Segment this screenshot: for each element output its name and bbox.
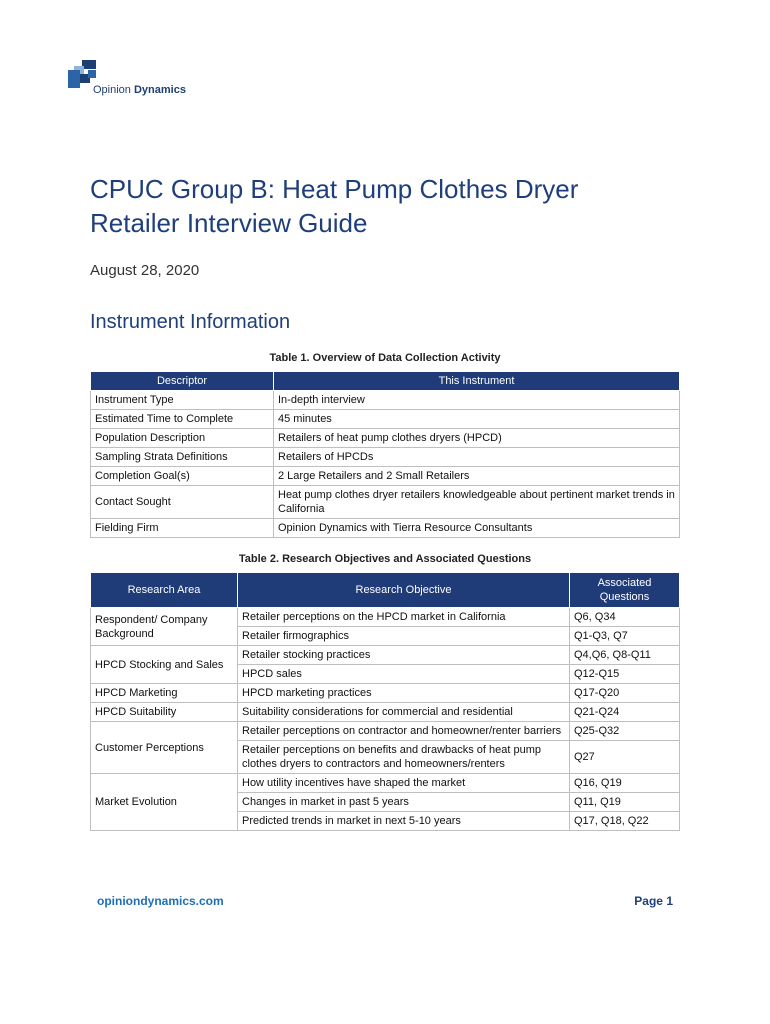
- table-cell: Instrument Type: [91, 391, 274, 410]
- table-row: [91, 391, 680, 410]
- objective-cell: Predicted trends in market in next 5-10 years: [238, 812, 570, 831]
- document-title: CPUC Group B: Heat Pump Clothes Dryer Retailer Interview Guide: [90, 174, 579, 238]
- questions-cell: Q27: [570, 741, 680, 774]
- table-cell: Opinion Dynamics with Tierra Resource Consultants: [274, 519, 680, 538]
- logo-mark: [68, 60, 96, 88]
- questions-cell: Q17, Q18, Q22: [570, 812, 680, 831]
- table-cell: Heat pump clothes dryer retailers knowledgeable about pertinent market trends in California: [274, 486, 680, 519]
- table-row: [91, 684, 680, 703]
- table-cell: Contact Sought: [91, 486, 274, 519]
- column-header: Research Area: [91, 573, 238, 608]
- logo-wordmark: Opinion Dynamics: [93, 84, 186, 96]
- table-cell: 2 Large Retailers and 2 Small Retailers: [274, 467, 680, 486]
- table-cell: Retailers of heat pump clothes dryers (HPCD): [274, 429, 680, 448]
- questions-cell: Q21-Q24: [570, 703, 680, 722]
- table-cell: Retailers of HPCDs: [274, 448, 680, 467]
- table-row: [91, 722, 680, 741]
- questions-cell: Q1-Q3, Q7: [570, 627, 680, 646]
- table-cell: In-depth interview: [274, 391, 680, 410]
- objective-cell: Retailer perceptions on the HPCD market in California: [238, 608, 570, 627]
- table1-caption: Table 1. Overview of Data Collection Activity: [269, 352, 501, 364]
- table2-caption: Table 2. Research Objectives and Associated Questions: [238, 553, 532, 565]
- objective-cell: How utility incentives have shaped the market: [238, 774, 570, 793]
- research-area-cell: Customer Perceptions: [91, 722, 238, 774]
- table-cell: Estimated Time to Complete: [91, 410, 274, 429]
- column-header: Associated Questions: [570, 573, 680, 608]
- table-row: [91, 703, 680, 722]
- page-number: Page 1: [634, 894, 673, 908]
- questions-cell: Q17-Q20: [570, 684, 680, 703]
- table-cell: Population Description: [91, 429, 274, 448]
- table-row: [91, 608, 680, 627]
- objective-cell: Retailer perceptions on benefits and drawbacks of heat pump clothes dryers to contractors and homeowners/renters: [238, 741, 570, 774]
- research-objectives-table: [90, 572, 680, 831]
- column-header: This Instrument: [274, 372, 680, 391]
- objective-cell: HPCD marketing practices: [238, 684, 570, 703]
- objective-cell: HPCD sales: [238, 665, 570, 684]
- questions-cell: Q12-Q15: [570, 665, 680, 684]
- table-row: [91, 410, 680, 429]
- research-area-cell: Respondent/ Company Background: [91, 608, 238, 646]
- table-row: [91, 467, 680, 486]
- questions-cell: Q4,Q6, Q8-Q11: [570, 646, 680, 665]
- table-cell: 45 minutes: [274, 410, 680, 429]
- website-link[interactable]: opiniondynamics.com: [97, 894, 224, 908]
- data-collection-table: [90, 371, 680, 538]
- table-row: [91, 448, 680, 467]
- questions-cell: Q16, Q19: [570, 774, 680, 793]
- research-area-cell: Market Evolution: [91, 774, 238, 831]
- objective-cell: Retailer stocking practices: [238, 646, 570, 665]
- table-row: [91, 519, 680, 538]
- table-cell: Sampling Strata Definitions: [91, 448, 274, 467]
- objective-cell: Retailer perceptions on contractor and homeowner/renter barriers: [238, 722, 570, 741]
- table-cell: Completion Goal(s): [91, 467, 274, 486]
- section-heading: Instrument Information: [90, 311, 291, 333]
- column-header: Descriptor: [91, 372, 274, 391]
- table-cell: Fielding Firm: [91, 519, 274, 538]
- column-header: Research Objective: [238, 573, 570, 608]
- company-logo: [68, 60, 198, 100]
- table-row: [91, 429, 680, 448]
- objective-cell: Changes in market in past 5 years: [238, 793, 570, 812]
- table-row: [91, 774, 680, 793]
- objective-cell: Suitability considerations for commercial and residential: [238, 703, 570, 722]
- table-row: [91, 486, 680, 519]
- table-header-row: [91, 372, 680, 391]
- research-area-cell: HPCD Marketing: [91, 684, 238, 703]
- table-header-row: [91, 573, 680, 608]
- document-date: August 28, 2020: [90, 262, 200, 279]
- questions-cell: Q25-Q32: [570, 722, 680, 741]
- questions-cell: Q6, Q34: [570, 608, 680, 627]
- table-row: [91, 646, 680, 665]
- objective-cell: Retailer firmographics: [238, 627, 570, 646]
- research-area-cell: HPCD Stocking and Sales: [91, 646, 238, 684]
- research-area-cell: HPCD Suitability: [91, 703, 238, 722]
- questions-cell: Q11, Q19: [570, 793, 680, 812]
